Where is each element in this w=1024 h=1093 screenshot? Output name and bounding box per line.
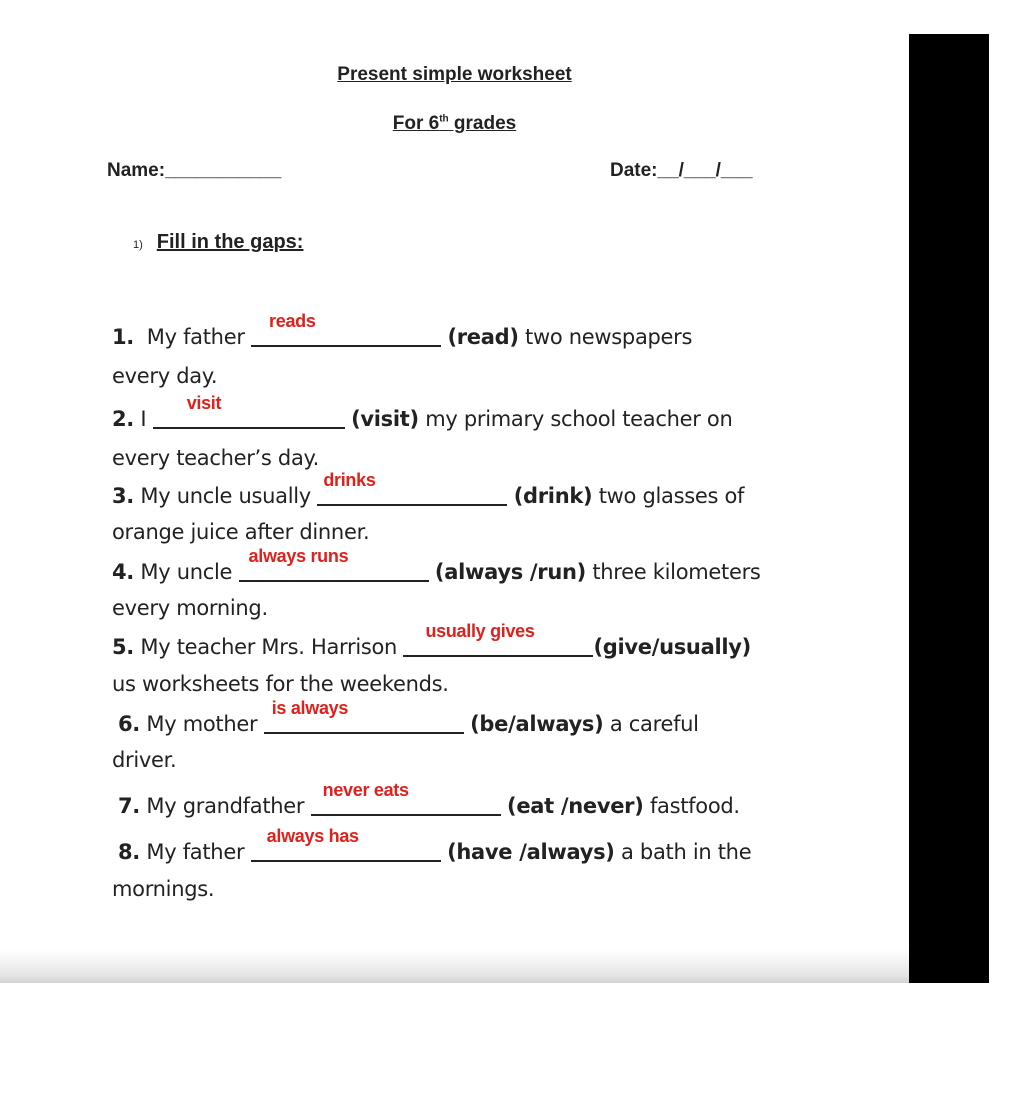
exercise-number: 4. <box>112 560 134 584</box>
exercise-number: 8. <box>118 840 140 864</box>
exercise-4: 4. My uncle always runs (always /run) three kilometers <box>112 546 761 584</box>
exercise-number: 6. <box>118 712 140 736</box>
verb-hint: (give/usually) <box>593 635 751 659</box>
exercise-1: 1. My father reads (read) two newspapers <box>112 311 693 349</box>
answer-blank <box>311 780 501 816</box>
exercise-4-continuation: every morning. <box>112 596 268 620</box>
answer-blank <box>239 546 429 582</box>
answer-blank <box>317 470 507 506</box>
exercise-number: 1. <box>112 325 134 349</box>
answer-text: usually gives <box>425 621 535 641</box>
date-label: Date: <box>610 160 658 181</box>
date-field <box>610 160 753 182</box>
section-heading <box>133 231 303 254</box>
answer-text: always runs <box>248 546 349 566</box>
answer-blank <box>264 698 464 734</box>
answer-blank <box>251 826 441 862</box>
answer-text: never eats <box>322 780 409 800</box>
exercise-6: 6. My mother is always (be/always) a careful <box>118 698 699 736</box>
answer-text: drinks <box>323 470 376 490</box>
worksheet-subtitle: For 6th grades <box>392 113 517 134</box>
exercise-3: 3. My uncle usually drinks (drink) two glasses of <box>112 470 745 508</box>
exercise-3-continuation: orange juice after dinner. <box>112 520 370 544</box>
name-field <box>107 160 281 182</box>
name-label: Name: <box>107 160 166 181</box>
verb-hint: (always /run) <box>434 560 586 584</box>
date-blank: __/___/___ <box>657 160 753 181</box>
exercise-number: 2. <box>112 407 134 431</box>
answer-text: reads <box>269 311 316 331</box>
verb-hint: (eat /never) <box>507 794 644 818</box>
worksheet-title: Present simple worksheet <box>337 64 572 85</box>
exercise-number: 5. <box>112 635 134 659</box>
name-blank: ___________ <box>165 160 282 181</box>
answer-text: visit <box>186 393 222 413</box>
verb-hint: (drink) <box>513 484 593 508</box>
exercise-7: 7. My grandfather never eats (eat /never) fastfood. <box>118 780 740 818</box>
section-number: 1) <box>133 239 143 251</box>
answer-blank <box>403 621 593 657</box>
page-bottom-shadow <box>0 950 909 983</box>
verb-hint: (visit) <box>351 407 419 431</box>
exercise-2-continuation: every teacher’s day. <box>112 446 320 470</box>
exercise-6-continuation: driver. <box>112 748 177 772</box>
exercise-2: 2. I visit (visit) my primary school teacher on <box>112 393 733 431</box>
exercise-8-continuation: mornings. <box>112 877 215 901</box>
answer-blank <box>251 311 441 347</box>
exercise-1-continuation: every day. <box>112 364 218 388</box>
exercise-5: 5. My teacher Mrs. Harrison usually gives (give/usually) <box>112 621 751 659</box>
answer-text: is always <box>271 698 349 718</box>
exercise-8: 8. My father always has (have /always) a bath in the <box>118 826 752 864</box>
verb-hint: (read) <box>447 325 519 349</box>
answer-text: always has <box>266 826 359 846</box>
exercise-number: 3. <box>112 484 134 508</box>
black-side-bar <box>909 34 989 983</box>
answer-blank <box>153 393 345 429</box>
exercise-number: 7. <box>118 794 140 818</box>
exercise-5-continuation: us worksheets for the weekends. <box>112 672 449 696</box>
section-title: Fill in the gaps: <box>156 231 304 253</box>
verb-hint: (have /always) <box>447 840 615 864</box>
verb-hint: (be/always) <box>470 712 604 736</box>
